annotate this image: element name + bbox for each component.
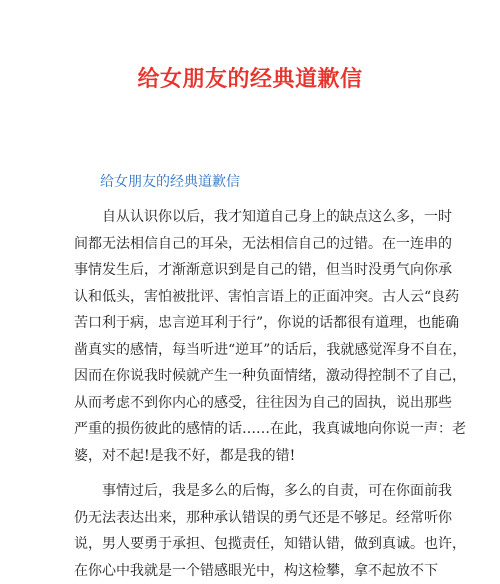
text-line: 仍无法表达出来，那种承认错误的勇气还是不够足。经常听你 — [74, 505, 426, 532]
text-line: 凿真实的感情，每当听进“逆耳”的话后，我就感觉浑身不自在， — [74, 337, 426, 364]
text-line: 间都无法相信自己的耳朵，无法相信自己的过错。在一连串的 — [74, 231, 426, 258]
document-subtitle: 给女朋友的经典道歉信 — [100, 171, 240, 191]
page-title: 给女朋友的经典道歉信 — [0, 62, 500, 93]
text-line: 事情发生后，才渐渐意识到是自己的错，但当时没勇气向你承 — [74, 257, 426, 284]
text-line: 说，男人要勇于承担、包揽责任，知错认错，做到真诚。也许， — [74, 531, 426, 558]
text-line: 严重的损伤彼此的感情的话……在此，我真诚地向你说一声：老 — [74, 416, 426, 443]
text-line: 从而考虑不到你内心的感受，往往因为自己的固执，说出那些 — [74, 390, 426, 417]
text-line: 因而在你说我时候就产生一种负面情绪，激动得控制不了自己， — [74, 363, 426, 390]
text-line: 苦口利于病，忠言逆耳利于行”，你说的话都很有道理，也能确 — [74, 310, 426, 337]
text-line: 自从认识你以后，我才知道自己身上的缺点这么多，一时 — [74, 204, 426, 231]
body-paragraph-2 — [74, 478, 426, 584]
text-line: 认和低头，害怕被批评、害怕言语上的正面冲突。古人云“良药 — [74, 284, 426, 311]
text-line: 在你心中我就是一个错感眼光中，构这检攀，拿不起放不下 — [74, 558, 426, 584]
text-line: 婆，对不起!是我不好，都是我的错! — [74, 443, 426, 470]
text-line: 事情过后，我是多么的后悔，多么的自责，可在你面前我 — [74, 478, 426, 505]
body-paragraph-1 — [74, 204, 426, 469]
